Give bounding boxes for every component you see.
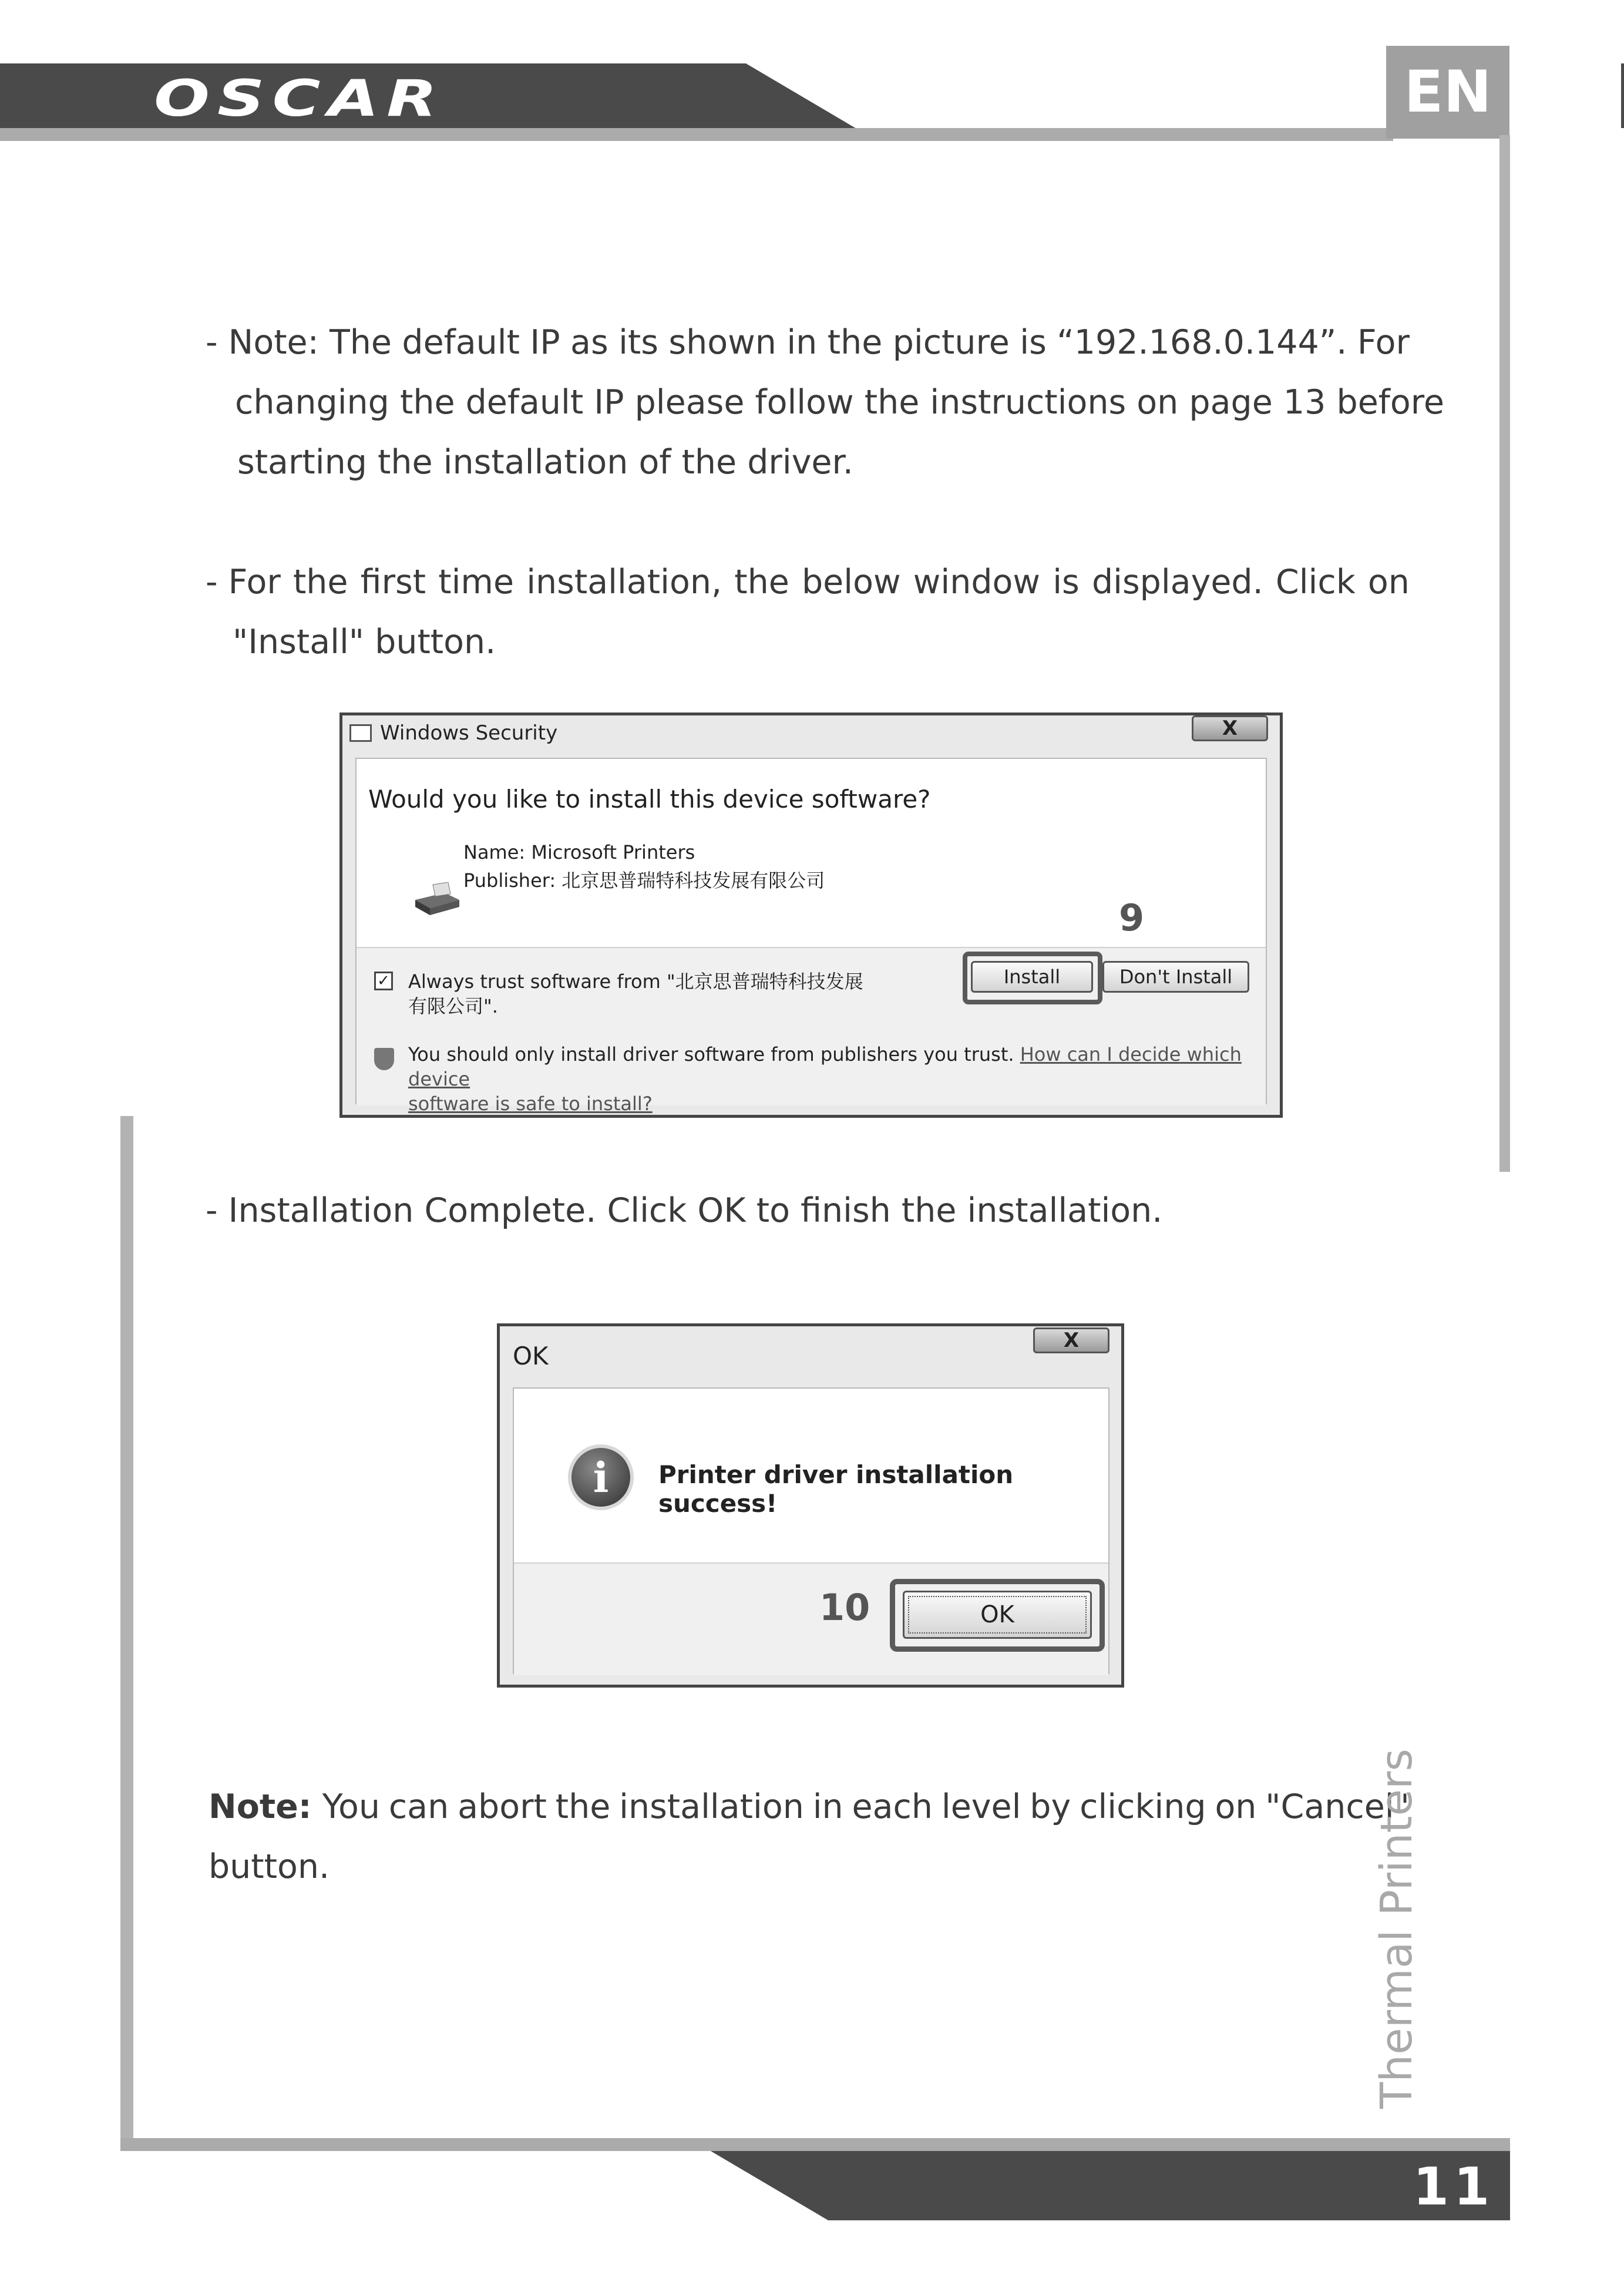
ok-dialog-actions bbox=[514, 1562, 1108, 1675]
first-install-line-2: "Install" button. bbox=[233, 623, 496, 661]
dialog-title: Windows Security bbox=[380, 721, 558, 745]
left-border-rule bbox=[120, 1116, 133, 2144]
step-number-9: 9 bbox=[1119, 896, 1145, 939]
step-number-10: 10 bbox=[819, 1586, 870, 1629]
close-icon[interactable]: X bbox=[1033, 1327, 1109, 1353]
note-ip-line-3: starting the installation of the driver. bbox=[237, 443, 853, 482]
dialog-titlebar bbox=[349, 721, 557, 745]
side-label: Thermal Printers bbox=[1371, 1749, 1422, 2109]
footer-rule bbox=[120, 2138, 1510, 2151]
publisher-warning: You should only install driver software from publishers you trust. How can I decide which device software is safe to install? bbox=[408, 1043, 1242, 1115]
abort-note-line-1: Note: You can abort the installation in each level by clicking on "Cancel" bbox=[209, 1787, 1410, 1826]
brand-logo: OSCAR bbox=[154, 69, 445, 128]
ok-dialog bbox=[497, 1323, 1124, 1688]
help-link[interactable]: How can I decide which device bbox=[408, 1043, 1242, 1090]
ok-dialog-content bbox=[513, 1387, 1109, 1674]
footer-bar bbox=[711, 2151, 1510, 2220]
right-border-rule bbox=[1499, 135, 1510, 1172]
shield-icon bbox=[374, 1048, 394, 1070]
right-edge-mark bbox=[1621, 63, 1624, 128]
installation-complete-text: - Installation Complete. Click OK to finish the installation. bbox=[206, 1191, 1163, 1230]
window-icon bbox=[349, 724, 372, 742]
windows-security-dialog bbox=[339, 713, 1283, 1118]
install-question: Would you like to install this device software? bbox=[368, 785, 931, 814]
close-icon[interactable]: X bbox=[1192, 715, 1268, 741]
ok-dialog-title: OK bbox=[513, 1342, 549, 1370]
dialog-actions-area bbox=[357, 896, 1266, 1115]
abort-note-line-2: button. bbox=[209, 1847, 330, 1886]
language-badge: EN bbox=[1386, 46, 1509, 139]
note-label: Note: bbox=[209, 1787, 312, 1826]
trust-checkbox[interactable]: ✓ bbox=[374, 972, 393, 990]
ok-button[interactable]: OK bbox=[903, 1591, 1092, 1639]
header-rule bbox=[0, 128, 1393, 141]
dialog-content bbox=[355, 758, 1267, 1115]
info-icon: i bbox=[568, 1444, 634, 1510]
dont-install-button[interactable]: Don't Install bbox=[1102, 961, 1249, 993]
software-publisher: Publisher: 北京思普瑞特科技发展有限公司 bbox=[463, 869, 825, 892]
software-name: Name: Microsoft Printers bbox=[463, 841, 695, 863]
note-ip-line-2: changing the default IP please follow the instructions on page 13 before bbox=[235, 383, 1444, 422]
note-ip-line-1: - Note: The default IP as its shown in the picture is “192.168.0.144”. For bbox=[206, 323, 1410, 362]
first-install-line-1: - For the first time installation, the below window is displayed. Click on bbox=[206, 563, 1410, 601]
page-number: 11 bbox=[1413, 2156, 1495, 2217]
trust-label: Always trust software from "北京思普瑞特科技发展 有限公司". bbox=[408, 970, 863, 1017]
help-link-continued[interactable]: software is safe to install? bbox=[408, 1093, 653, 1115]
success-message: Printer driver installation success! bbox=[658, 1460, 1014, 1518]
install-button[interactable]: Install bbox=[971, 961, 1093, 993]
printer-icon bbox=[409, 882, 462, 917]
